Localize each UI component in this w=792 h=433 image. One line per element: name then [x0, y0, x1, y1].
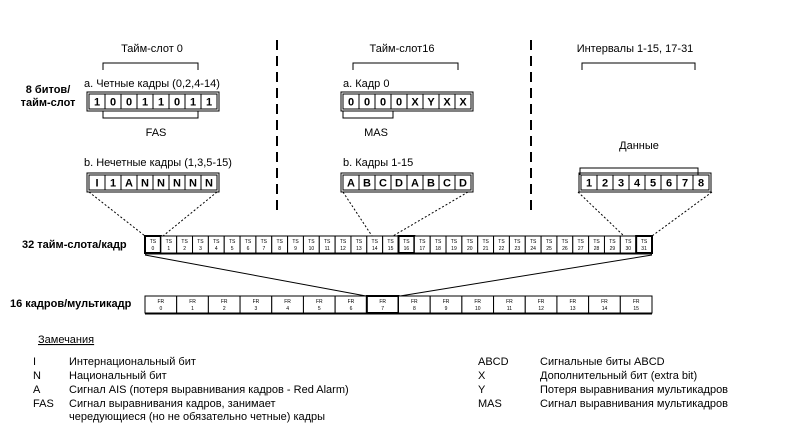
timeslot-prefix: TS	[339, 239, 347, 245]
note-fas-continued: чередующиеся (но не обязательно четные) кадры	[69, 411, 326, 423]
timeslot-index: 26	[562, 246, 568, 252]
ts0-odd-bit: I	[95, 177, 99, 190]
bits-per-slot-label-line1: 8 битов/	[25, 84, 71, 96]
ts0-odd-bit: N	[189, 177, 197, 190]
timeslot-prefix: TS	[498, 239, 505, 245]
note-left-key: A	[33, 384, 41, 396]
data-bit: 8	[697, 177, 705, 190]
ts16-frame0-bit: X	[459, 96, 467, 109]
timeslot-prefix: TS	[561, 239, 569, 245]
ts0-odd-bits	[87, 173, 219, 192]
timeslot-prefix: TS	[292, 239, 299, 245]
frame-index: 13	[570, 306, 576, 312]
note-right-key: Y	[478, 384, 486, 396]
timeslot-prefix: TS	[466, 239, 473, 245]
frame-prefix: FR	[569, 299, 577, 305]
ts16-frames-bit: B	[363, 177, 371, 190]
note-left-key: FAS	[33, 398, 54, 410]
timeslot-prefix: TS	[545, 239, 553, 245]
data-bit: 5	[649, 177, 657, 190]
timeslot-prefix: TS	[308, 239, 315, 245]
ts16-frames-bit: D	[395, 177, 403, 190]
fas-label: FAS	[145, 127, 167, 139]
frame-row-label: 32 тайм-слота/кадр	[22, 239, 127, 251]
timeslot-index: 12	[340, 246, 346, 252]
timeslot-index: 11	[324, 246, 330, 252]
frame-index: 7	[381, 306, 385, 312]
fan-lines	[89, 192, 712, 236]
ts16-frames-bit: D	[459, 177, 467, 190]
frame-prefix: FR	[632, 299, 640, 305]
frame-prefix: FR	[537, 299, 545, 305]
timeslot-prefix: TS	[625, 239, 632, 245]
timeslot-prefix: TS	[213, 239, 220, 245]
data-bit: 1	[585, 177, 593, 190]
frame-timeslots	[145, 236, 652, 253]
ts0-odd-bit: N	[205, 177, 213, 190]
ts0-even-bit: 0	[109, 96, 117, 109]
bits-per-slot-label-line2: тайм-слот	[20, 97, 76, 109]
timeslot-index: 1	[167, 246, 171, 252]
timeslot-index: 6	[246, 246, 250, 252]
data-bit: 6	[665, 177, 673, 190]
ts16-frames-bit: A	[411, 177, 419, 190]
timeslot-index: 22	[498, 246, 505, 252]
ts16-frame0-bit: Y	[427, 96, 435, 109]
note-right-key: ABCD	[478, 356, 509, 368]
section-ts0-title: Тайм-слот 0	[121, 43, 183, 55]
note-left-text: Национальный бит	[69, 370, 167, 382]
frame-prefix: FR	[506, 299, 513, 305]
frame-index: 14	[601, 306, 608, 312]
timeslot-index: 24	[530, 246, 536, 252]
frame-prefix: FR	[474, 299, 482, 305]
timeslot-prefix: TS	[355, 239, 363, 245]
timeslot-prefix: TS	[197, 239, 204, 245]
timeslot-prefix: TS	[482, 239, 489, 245]
ts0-even-bit: 0	[173, 96, 181, 109]
mas-label: MAS	[364, 127, 388, 139]
timeslot-prefix: TS	[276, 239, 283, 245]
timeslot-prefix: TS	[403, 239, 410, 245]
ts0-odd-bit: N	[173, 177, 181, 190]
ts16-frame0-bit: X	[411, 96, 419, 109]
data-bit: 7	[681, 177, 689, 190]
ts0-even-bit: 1	[205, 96, 213, 109]
timeslot-index: 2	[183, 246, 186, 252]
timeslot-index: 25	[546, 246, 552, 252]
ts16-frame0-bit: X	[443, 96, 451, 109]
data-bit: 3	[617, 177, 625, 190]
ts16-frame0-bits	[341, 92, 473, 111]
timeslot-prefix: TS	[640, 239, 648, 245]
timeslot-prefix: TS	[371, 239, 378, 245]
frame-index: 3	[254, 306, 258, 312]
timeslot-index: 16	[403, 246, 410, 252]
frame-index: 12	[538, 306, 544, 312]
ts0-odd-bit: N	[157, 177, 165, 190]
timeslot-index: 14	[371, 246, 378, 252]
frame-prefix: FR	[157, 299, 165, 305]
ts16-frame0-bit: 0	[395, 96, 403, 109]
ts16-frames-bit: A	[347, 177, 355, 190]
ts0-odd-bit: 1	[109, 177, 117, 190]
ts16-frame0-label: a. Кадр 0	[343, 78, 390, 90]
ts0-even-bits	[87, 92, 219, 111]
frame-index: 0	[159, 306, 163, 312]
frame-prefix: FR	[601, 299, 608, 305]
notes-left	[33, 356, 349, 410]
frame-index: 11	[506, 306, 513, 312]
section-intervals-title: Интервалы 1-15, 17-31	[576, 43, 694, 55]
multiframe-row-label: 16 кадров/мультикадр	[10, 298, 132, 310]
multiframe-frames	[145, 296, 652, 313]
timeslot-index: 0	[151, 246, 155, 252]
ts16-frames-bit: C	[379, 177, 387, 190]
timeslot-prefix: TS	[324, 239, 331, 245]
frame-index: 4	[286, 306, 289, 312]
ts0-odd-label: b. Нечетные кадры (1,3,5-15)	[84, 157, 232, 169]
timeslot-index: 8	[278, 246, 282, 252]
frame-prefix: FR	[252, 299, 260, 305]
timeslot-index: 3	[199, 246, 202, 252]
ts16-frames-bit: B	[427, 177, 435, 190]
timeslot-index: 23	[514, 246, 521, 252]
note-left-text: Интернациональный бит	[69, 356, 196, 368]
note-right-text: Дополнительный бит (extra bit)	[540, 370, 698, 382]
note-right-text: Сигнал выравнивания мультикадров	[540, 398, 728, 410]
timeslot-index: 20	[467, 246, 473, 252]
timeslot-index: 31	[641, 246, 647, 252]
section-ts16-title: Тайм-слот16	[369, 43, 435, 55]
frame-index: 6	[349, 306, 353, 312]
timeslot-index: 30	[625, 246, 632, 252]
timeslot-prefix: TS	[593, 239, 600, 245]
timeslot-index: 10	[308, 246, 315, 252]
timeslot-index: 18	[435, 246, 441, 252]
ts0-even-bit: 1	[189, 96, 197, 109]
timeslot-prefix: TS	[577, 239, 584, 245]
timeslot-prefix: TS	[529, 239, 537, 245]
frame-prefix: FR	[379, 299, 386, 305]
note-left-key: N	[33, 370, 41, 382]
ts0-odd-bit: A	[125, 177, 133, 190]
timeslot-prefix: TS	[149, 239, 157, 245]
timeslot-prefix: TS	[450, 239, 458, 245]
timeslot-index: 21	[482, 246, 489, 252]
frame-prefix: FR	[220, 299, 228, 305]
note-right-key: X	[478, 370, 486, 382]
frame-index: 15	[633, 306, 639, 312]
ts16-frame0-bit: 0	[363, 96, 371, 109]
notes-title: Замечания	[38, 334, 95, 346]
multiframe-connectors	[145, 255, 652, 296]
ts0-even-bit: 1	[141, 96, 149, 109]
timeslot-index: 5	[230, 246, 234, 252]
timeslot-index: 7	[262, 246, 266, 252]
frame-prefix: FR	[347, 299, 355, 305]
note-right-text: Сигнальные биты ABCD	[540, 356, 665, 368]
timeslot-prefix: TS	[434, 239, 442, 245]
frame-index: 2	[222, 306, 226, 312]
data-bit: 4	[633, 177, 641, 190]
timeslot-prefix: TS	[244, 239, 252, 245]
ts16-frame0-bit: 0	[347, 96, 355, 109]
ts0-even-bit: 1	[93, 96, 101, 109]
timeslot-prefix: TS	[387, 239, 394, 245]
data-bit: 2	[601, 177, 609, 190]
ts16-frames-bits	[341, 173, 473, 192]
frame-index: 9	[444, 306, 448, 312]
timeslot-prefix: TS	[260, 239, 268, 245]
timeslot-index: 4	[214, 246, 218, 252]
data-label: Данные	[619, 140, 659, 152]
note-left-key: I	[33, 356, 37, 368]
frame-index: 1	[191, 306, 194, 312]
timeslot-prefix: TS	[419, 239, 426, 245]
timeslot-prefix: TS	[609, 239, 616, 245]
header-brackets	[103, 63, 695, 70]
timeslot-index: 28	[593, 246, 600, 252]
ts0-even-bit: 0	[125, 96, 133, 109]
timeslot-prefix: TS	[514, 239, 521, 245]
note-left-text: Сигнал выравнивания кадров, занимает	[69, 398, 276, 410]
ts16-frames-label: b. Кадры 1-15	[343, 157, 414, 169]
timeslot-prefix: TS	[165, 239, 172, 245]
note-right-key: MAS	[478, 398, 502, 410]
frame-prefix: FR	[189, 299, 196, 305]
ts0-even-label: a. Четные кадры (0,2,4-14)	[84, 78, 220, 90]
timeslot-index: 29	[609, 246, 616, 252]
frame-index: 10	[474, 306, 481, 312]
notes-right	[478, 356, 728, 410]
frame-prefix: FR	[411, 299, 418, 305]
timeslot-index: 27	[577, 246, 584, 252]
ts16-frame0-bit: 0	[379, 96, 387, 109]
ts0-odd-bit: N	[141, 177, 149, 190]
timeslot-prefix: TS	[181, 239, 188, 245]
note-left-text: Сигнал AIS (потеря выравнивания кадров - Red Alarm)	[69, 384, 349, 396]
timeslot-index: 19	[451, 246, 457, 252]
frame-index: 5	[317, 306, 321, 312]
data-bits	[579, 173, 711, 192]
ts0-even-bit: 1	[157, 96, 165, 109]
timeslot-index: 13	[356, 246, 362, 252]
timeslot-index: 17	[419, 246, 426, 252]
timeslot-index: 9	[294, 246, 297, 252]
frame-prefix: FR	[315, 299, 323, 305]
note-right-text: Потеря выравнивания мультикадров	[540, 384, 729, 396]
timeslot-prefix: TS	[228, 239, 236, 245]
ts16-frames-bit: C	[443, 177, 451, 190]
timeslot-index: 15	[387, 246, 394, 252]
frame-prefix: FR	[284, 299, 291, 305]
frame-prefix: FR	[442, 299, 450, 305]
frame-index: 8	[412, 306, 416, 312]
